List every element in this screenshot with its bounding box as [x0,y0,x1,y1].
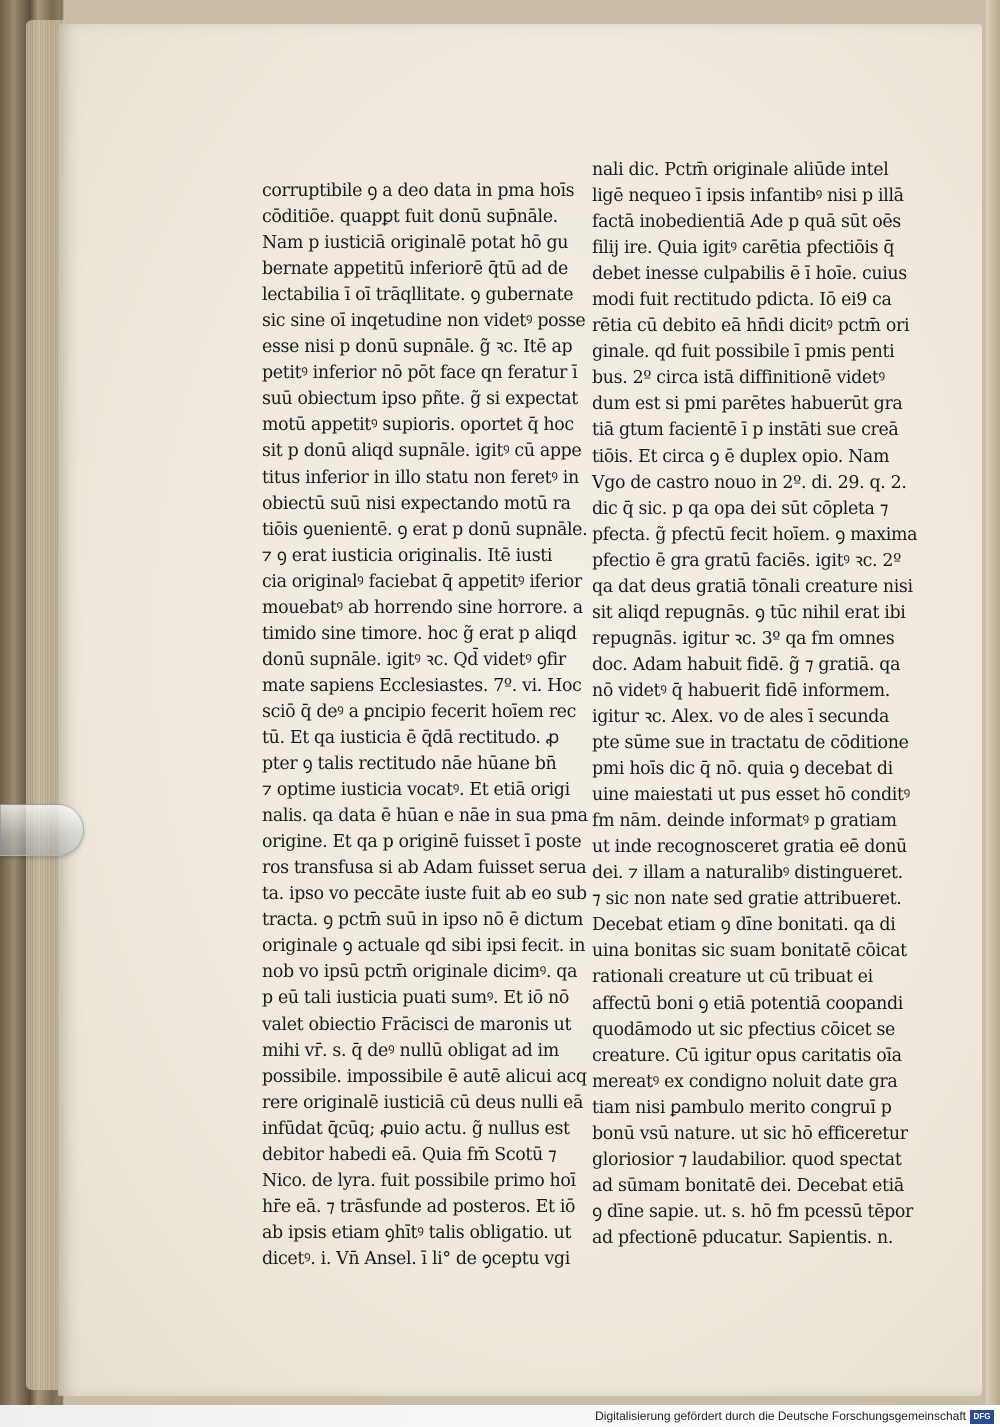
text-line: titus inferior in illo statu non feretꝰ in [262,467,579,488]
text-line: pfectio ē gra gratū faciēs. igitꝰ ꝛc. 2º [592,550,901,571]
text-line: donū supnāle. igitꝰ ꝛc. Qd̄ videtꝰ ꝯfir [262,649,566,670]
text-line: tiōis. Et circa ꝯ ē duplex opio. Nam [592,446,890,467]
footer-bar [0,1405,1000,1427]
text-line: tiā gtum facientē ī p instāti sue creā [592,420,899,441]
text-line: ⁊ ꝯ erat iusticia originalis. Itē iusti [262,545,553,566]
text-line: qa dat deus gratiā tōnali creature nisi [592,576,913,597]
text-line: rere originalē iusticiā cū deus nulli eā [262,1092,583,1113]
text-line: nō videtꝰ q̄ habuerit fidē informem. [592,680,890,701]
text-line: doc. Adam habuit fidē. g̃ ⁊ gratiā. qa [592,654,901,675]
text-column-right [592,157,918,1251]
text-line: Vgo de castro nouo in 2º. di. 29. q. 2. [592,472,907,493]
text-line: sit p donū aliqd supnāle. igitꝰ cū appe [262,441,582,462]
text-line: ta. ipso vo peccāte iuste fuit ab eo sub [262,884,587,905]
text-line: infūdat q̄cūq; ꝓuio actu. g̃ nullus est [262,1118,570,1139]
text-line: tū. Et qa iusticia ē q̄dā rectitudo. ꝓ [262,727,559,748]
footer-credit: Digitalisierung gefördert durch die Deutsche Forschungsgemeinschaft [595,1409,966,1423]
dfg-logo: DFG [970,1410,994,1424]
text-line: Nam p iusticiā originalē potat hō gu [262,233,569,254]
text-line: cōditiōe. quapꝑt fuit donū sup̄nāle. [262,207,558,228]
text-line: repugnās. igitur ꝛc. 3º qa fm omnes [592,628,895,649]
text-line: debet inesse culpabilis ē ī hoīe. cuius [592,264,907,285]
text-line: mereatꝰ ex condigno noluit date gra [592,1071,898,1092]
right-page-edge [986,0,1000,1427]
text-line: dei. ⁊ illam a naturalibꝰ distingueret. [592,863,903,884]
text-line: pfecta. g̃ pfectū fecit hoīem. ꝯ maxima [592,524,918,545]
text-line: factā inobedientiā Ade p quā sūt oēs [592,212,901,233]
text-line: valet obiectio Frācisci de maronis ut [262,1014,572,1035]
text-line: rationali creature ut cū tribuat ei [592,967,873,988]
text-line: ⁊ sic non nate sed gratie attribueret. [592,889,902,910]
text-line: gloriosior ⁊ laudabilior. quod spectat [592,1149,902,1170]
text-line: suū obiectum ipso pñte. g̃ si expectat [262,389,578,410]
text-line: hr̄e eā. ⁊ trāsfunde ad posteros. Et iō [262,1196,576,1217]
text-line: mouebatꝰ ab horrendo sine horrore. a [262,597,583,618]
text-line: uine maiestati ut pus esset hō conditꝰ [592,785,910,806]
text-line: mate sapiens Ecclesiastes. 7º. vi. Hoc [262,675,582,696]
text-line: ut inde recognosceret gratia eē donū [592,837,907,858]
text-line: pmi hoīs dic q̄ nō. quia ꝯ decebat di [592,759,893,780]
text-line: Nico. de lyra. fuit possibile primo hoī [262,1170,576,1191]
text-line: quodāmodo ut sic pfectius cōicet se [592,1019,895,1040]
text-line: tracta. ꝯ pctm̄ suū in ipso nō ē dictum [262,910,584,931]
text-line: cia originalꝰ faciebat q̄ appetitꝰ iferior [262,571,582,592]
text-line: modi fuit rectitudo pdicta. Iō ei9 ca [592,290,892,311]
text-line: esse nisi p donū supnāle. g̃ ꝛc. Itē ap [262,337,573,358]
text-line: igitur ꝛc. Alex. vo de ales ī secunda [592,706,890,727]
text-line: nali dic. Pctm̄ originale aliūde intel [592,160,889,180]
text-line: rētia cū debito eā hn̄di dicitꝰ pctm̄ ori [592,316,910,337]
text-line: ab ipsis etiam ꝯhītꝰ talis obligatio. ut [262,1222,572,1243]
text-line: filij ire. Quia igitꝰ carētia pfectiōis q̄ [592,238,895,259]
text-line: Decebat etiam ꝯ dīne bonitati. qa di [592,915,896,936]
text-line: obiectū suū nisi expectando motū ra [262,493,571,514]
text-line: nob vo ipsū pctm̄ originale dicimꝰ. qa [262,962,578,983]
text-line: dum est si pmi parētes habuerūt gra [592,394,903,415]
text-line: sciō q̄ deꝰ a ꝑncipio fecerit hoīem rec [262,701,577,722]
text-line: lectabilia ī oī trāqllitate. ꝯ gubernate [262,285,574,306]
text-line: timido sine timore. hoc g̃ erat p aliqd [262,623,577,644]
text-line: mihi vr̄. s. q̄ deꝰ nullū obligat ad im [262,1040,559,1061]
text-line: debitor habedi eā. Quia fm̄ Scotū ⁊ [262,1144,557,1165]
text-line: nalis. qa data ē hūan e nāe in sua pma [262,806,588,827]
text-line: dicetꝰ. i. Vn̄ Ansel. ī li° de ꝯceptu vgi [262,1248,570,1269]
text-line: ginale. qd fuit possibile ī pmis penti [592,342,895,363]
text-line: pter ꝯ talis rectitudo nāe hūane bn̄ [262,754,557,775]
text-line: sit aliqd repugnās. ꝯ tūc nihil erat ibi [592,602,906,623]
text-line: fm nām. deinde informatꝰ p gratiam [592,811,897,832]
text-line: p eū tali iusticia puati sumꝰ. Et iō nō [262,988,570,1009]
text-line: uina bonitas sic suam bonitatē cōicat [592,941,907,962]
text-line: ros transfusa si ab Adam fuisset serua [262,858,587,879]
text-line: sic sine oī inqetudine non videtꝰ posse [262,311,586,332]
text-line: petitꝰ inferior nō pōt face qn feratur ī [262,363,578,384]
text-line: ⁊ optime iusticia vocatꝰ. Et etiā origi [262,780,570,801]
text-line: ad sūmam bonitatē dei. Decebat etiā [592,1175,904,1196]
book-clip [0,804,84,856]
text-column-left [262,178,588,1272]
text-line: bernate appetitū inferiorē q̄tū ad de [262,259,568,280]
text-line: ligē nequeo ī ipsis infantibꝰ nisi p illā [592,186,904,207]
text-line: bus. 2º circa istā diffinitionē videtꝰ [592,368,885,389]
text-line: motū appetitꝰ supioris. oportet q̄ hoc [262,415,574,436]
text-line: dic q̄ sic. p qa opa dei sūt cōpleta ⁊ [592,498,889,519]
text-line: possibile. impossibile ē autē alicui acq [262,1066,587,1087]
text-line: ꝯ dīne sapie. ut. s. hō fm pcessū tēpor [592,1201,913,1222]
text-line: bonū vsū nature. ut sic hō efficeretur [592,1123,908,1144]
text-line: tiōis ꝯuenientē. ꝯ erat p donū supnāle. [262,519,588,540]
text-line: pte sūme sue in tractatu de cōditione [592,733,909,754]
text-line: tiam nisi ꝑambulo merito congruī p [592,1097,892,1118]
text-line: ad pfectionē pducatur. Sapientis. n. [592,1227,894,1248]
text-line: origine. Et qa p originē fuisset ī poste [262,832,582,853]
text-line: affectū boni ꝯ etiā potentiā coopandi [592,993,904,1014]
text-line: originale ꝯ actuale qd sibi ipsi fecit. in [262,936,586,957]
text-line: creature. Cū igitur opus caritatis oīa [592,1045,902,1066]
text-line: corruptibile ꝯ a deo data in pma hoīs [262,181,575,201]
